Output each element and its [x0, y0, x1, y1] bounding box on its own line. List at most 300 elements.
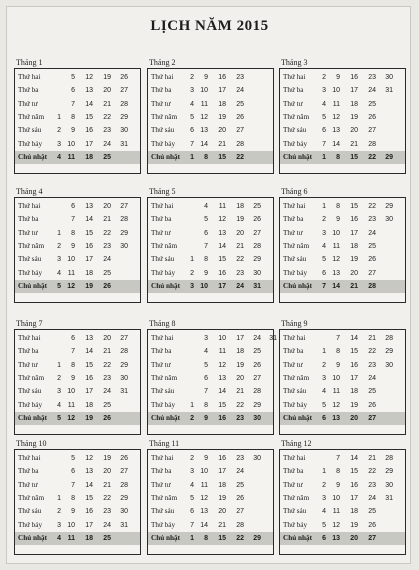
date-cell: 6 [190, 508, 194, 516]
month-label: Tháng 9 [281, 319, 308, 328]
weekday-row [15, 412, 140, 425]
month-label: Tháng 2 [149, 58, 176, 67]
date-cell: 27 [120, 203, 128, 210]
date-cell: 30 [253, 269, 261, 277]
date-cell: 4 [190, 481, 194, 489]
date-cell: 31 [120, 388, 128, 396]
date-cell: 6 [204, 374, 208, 382]
date-cell: 20 [350, 127, 358, 135]
weekday-row [280, 84, 405, 97]
date-cell: 12 [200, 494, 208, 502]
date-cell: 28 [120, 481, 128, 489]
date-cell: 27 [368, 414, 376, 422]
date-cell: 8 [204, 534, 208, 542]
date-cell: 26 [253, 216, 261, 224]
date-cell: 6 [322, 414, 326, 422]
weekday-name: Thứ ba [283, 215, 304, 224]
date-cell: 2 [322, 74, 326, 81]
date-cell: 22 [236, 534, 244, 542]
weekday-name: Thứ sáu [18, 507, 42, 516]
date-cell: 11 [218, 348, 226, 356]
month-table [14, 197, 141, 303]
date-cell: 22 [368, 348, 376, 356]
date-cell: 19 [103, 455, 111, 462]
date-cell: 12 [332, 113, 340, 121]
date-cell: 13 [332, 414, 340, 422]
date-cell: 16 [85, 127, 93, 135]
weekday-name: Thứ sáu [151, 507, 175, 516]
date-cell: 19 [218, 494, 226, 502]
weekday-row [15, 280, 140, 293]
date-cell: 19 [236, 216, 244, 224]
weekday-row [15, 345, 140, 358]
weekday-row [280, 359, 405, 372]
date-cell: 17 [218, 87, 226, 95]
date-cell: 2 [322, 361, 326, 369]
date-cell: 5 [190, 494, 194, 502]
date-cell: 13 [218, 229, 226, 237]
weekday-name: Chủ nhật [18, 413, 47, 422]
month-label: Tháng 11 [149, 439, 180, 448]
month-label: Tháng 10 [16, 439, 47, 448]
month-table [14, 449, 141, 555]
date-cell: 31 [385, 494, 393, 502]
weekday-row [15, 359, 140, 372]
date-cell: 6 [322, 269, 326, 277]
date-cell: 6 [71, 468, 75, 476]
month-label: Tháng 8 [149, 319, 176, 328]
date-cell: 29 [385, 468, 393, 476]
weekday-name: Thứ tư [283, 360, 303, 369]
date-cell: 5 [190, 113, 194, 121]
date-cell: 17 [85, 256, 93, 264]
date-cell: 14 [350, 455, 358, 462]
date-cell: 9 [204, 269, 208, 277]
weekday-row [148, 227, 273, 240]
weekday-row [148, 240, 273, 253]
date-cell: 25 [368, 100, 376, 108]
page-title: LỊCH NĂM 2015 [150, 18, 269, 34]
date-cell: 11 [332, 508, 340, 516]
date-cell: 2 [190, 269, 194, 277]
date-cell: 15 [218, 153, 226, 161]
date-cell: 15 [350, 348, 358, 356]
date-cell: 2 [57, 242, 61, 250]
weekday-name: Thứ tư [283, 480, 303, 489]
date-cell: 4 [57, 269, 61, 277]
date-cell: 29 [253, 401, 261, 409]
month-table [279, 329, 406, 435]
date-cell: 3 [57, 388, 61, 396]
date-cell: 4 [204, 348, 208, 356]
date-cell: 20 [103, 335, 111, 342]
weekday-row [280, 151, 405, 164]
date-cell: 31 [253, 282, 261, 290]
weekday-row [280, 240, 405, 253]
date-cell: 18 [85, 401, 93, 409]
weekday-row [148, 111, 273, 124]
date-cell: 3 [322, 494, 326, 502]
date-cell: 18 [236, 203, 244, 210]
date-cell: 18 [218, 100, 226, 108]
date-cell: 27 [120, 87, 128, 95]
date-cell: 1 [57, 494, 61, 502]
weekday-name: Thứ sáu [283, 255, 307, 264]
date-cell: 11 [332, 242, 340, 250]
month-table [147, 197, 274, 303]
weekday-row [280, 519, 405, 532]
weekday-row [280, 98, 405, 111]
date-cell: 29 [253, 256, 261, 264]
date-cell: 18 [85, 534, 93, 542]
weekday-name: Chủ nhật [151, 413, 180, 422]
date-cell: 6 [190, 127, 194, 135]
date-cell: 2 [57, 508, 61, 516]
date-cell: 31 [120, 140, 128, 148]
month-label: Tháng 12 [281, 439, 312, 448]
weekday-name: Thứ hai [151, 202, 174, 210]
date-cell: 25 [253, 348, 261, 356]
weekday-name: Chủ nhật [18, 152, 47, 161]
date-cell: 25 [103, 269, 111, 277]
weekday-row [15, 138, 140, 151]
date-cell: 12 [332, 401, 340, 409]
date-cell: 10 [67, 521, 75, 529]
date-cell: 25 [368, 388, 376, 396]
date-cell: 15 [350, 153, 358, 161]
date-cell: 4 [57, 401, 61, 409]
weekday-row [280, 492, 405, 505]
weekday-name: Thứ năm [151, 493, 178, 502]
date-cell: 1 [57, 113, 61, 121]
date-cell: 26 [236, 494, 244, 502]
date-cell: 11 [332, 100, 340, 108]
weekday-row [15, 399, 140, 412]
date-cell: 23 [368, 361, 376, 369]
weekday-row [148, 399, 273, 412]
date-cell: 21 [103, 216, 111, 224]
weekday-name: Thứ năm [18, 112, 45, 121]
date-cell: 26 [103, 414, 111, 422]
date-cell: 13 [200, 127, 208, 135]
date-cell: 5 [71, 455, 75, 462]
date-cell: 21 [350, 140, 358, 148]
date-cell: 28 [385, 335, 393, 342]
weekday-name: Thứ hai [151, 73, 174, 81]
date-cell: 27 [236, 127, 244, 135]
date-cell: 2 [57, 127, 61, 135]
date-cell: 24 [368, 87, 376, 95]
date-cell: 17 [85, 140, 93, 148]
weekday-row [148, 138, 273, 151]
date-cell: 17 [350, 374, 358, 382]
date-cell: 27 [120, 468, 128, 476]
weekday-name: Thứ ba [151, 467, 172, 476]
date-cell: 19 [103, 74, 111, 81]
date-cell: 24 [103, 256, 111, 264]
date-cell: 17 [218, 282, 226, 290]
weekday-row [15, 98, 140, 111]
weekday-row [148, 253, 273, 266]
weekday-name: Thứ năm [18, 373, 45, 382]
date-cell: 3 [57, 140, 61, 148]
date-cell: 1 [322, 153, 326, 161]
weekday-name: Chủ nhật [283, 413, 312, 422]
weekday-row [280, 138, 405, 151]
weekday-name: Thứ bảy [283, 400, 308, 409]
weekday-name: Thứ hai [283, 454, 306, 462]
date-cell: 19 [350, 401, 358, 409]
date-cell: 8 [71, 229, 75, 237]
date-cell: 20 [103, 87, 111, 95]
date-cell: 15 [218, 534, 226, 542]
date-cell: 17 [236, 335, 244, 342]
date-cell: 27 [236, 508, 244, 516]
date-cell: 24 [103, 521, 111, 529]
weekday-row [280, 332, 405, 345]
weekday-name: Thứ sáu [18, 126, 42, 135]
date-cell: 29 [120, 494, 128, 502]
date-cell: 13 [85, 203, 93, 210]
date-cell: 4 [322, 100, 326, 108]
weekday-name: Chủ nhật [283, 281, 312, 290]
date-cell: 3 [190, 468, 194, 476]
date-cell: 14 [218, 242, 226, 250]
date-cell: 14 [332, 140, 340, 148]
date-cell: 28 [368, 282, 376, 290]
date-cell: 1 [190, 401, 194, 409]
weekday-name: Thứ ba [18, 467, 39, 476]
date-cell: 14 [85, 216, 93, 224]
date-cell: 12 [332, 521, 340, 529]
date-cell: 7 [190, 521, 194, 529]
weekday-row [148, 492, 273, 505]
date-cell: 3 [190, 87, 194, 95]
weekday-name: Chủ nhật [18, 281, 47, 290]
date-cell: 3 [57, 256, 61, 264]
weekday-row [280, 124, 405, 137]
date-cell: 2 [322, 481, 326, 489]
weekday-row [280, 399, 405, 412]
date-cell: 26 [368, 521, 376, 529]
date-cell: 30 [120, 127, 128, 135]
date-cell: 22 [368, 203, 376, 210]
weekday-name: Thứ ba [283, 347, 304, 356]
weekday-name: Chủ nhật [151, 152, 180, 161]
weekday-row [148, 465, 273, 478]
date-cell: 30 [385, 216, 393, 224]
date-cell: 29 [120, 229, 128, 237]
date-cell: 9 [71, 242, 75, 250]
weekday-name: Thứ hai [18, 334, 41, 342]
weekday-row [280, 200, 405, 213]
date-cell: 1 [322, 468, 326, 476]
date-cell: 23 [236, 269, 244, 277]
date-cell: 11 [200, 481, 208, 489]
date-cell: 9 [204, 74, 208, 81]
date-cell: 24 [368, 229, 376, 237]
weekday-name: Thứ năm [283, 241, 310, 250]
date-cell: 5 [57, 414, 61, 422]
weekday-name: Thứ năm [151, 112, 178, 121]
date-cell: 21 [218, 521, 226, 529]
weekday-row [15, 465, 140, 478]
weekday-name: Thứ bảy [283, 520, 308, 529]
date-cell: 7 [71, 216, 75, 224]
weekday-name: Thứ sáu [151, 126, 175, 135]
date-cell: 9 [204, 414, 208, 422]
date-cell: 19 [236, 361, 244, 369]
weekday-row [15, 519, 140, 532]
date-cell: 24 [368, 494, 376, 502]
date-cell: 5 [57, 282, 61, 290]
date-cell: 14 [200, 140, 208, 148]
weekday-row [15, 372, 140, 385]
date-cell: 10 [218, 335, 226, 342]
date-cell: 28 [120, 100, 128, 108]
date-cell: 7 [204, 242, 208, 250]
date-cell: 28 [236, 140, 244, 148]
date-cell: 24 [236, 468, 244, 476]
weekday-name: Thứ bảy [151, 139, 176, 148]
weekday-row [15, 492, 140, 505]
weekday-name: Thứ năm [151, 373, 178, 382]
date-cell: 10 [332, 374, 340, 382]
date-cell: 5 [322, 401, 326, 409]
date-cell: 19 [350, 113, 358, 121]
date-cell: 24 [236, 87, 244, 95]
date-cell: 31 [385, 87, 393, 95]
date-cell: 23 [103, 127, 111, 135]
date-cell: 21 [103, 100, 111, 108]
weekday-row [15, 479, 140, 492]
date-cell: 8 [204, 401, 208, 409]
weekday-name: Thứ tư [151, 360, 171, 369]
date-cell: 12 [67, 282, 75, 290]
date-cell: 21 [368, 455, 376, 462]
date-cell: 15 [350, 468, 358, 476]
date-cell: 9 [336, 481, 340, 489]
date-cell: 22 [103, 361, 111, 369]
date-cell: 1 [190, 153, 194, 161]
date-cell: 1 [322, 348, 326, 356]
weekday-name: Thứ bảy [151, 520, 176, 529]
weekday-row [148, 519, 273, 532]
date-cell: 20 [103, 203, 111, 210]
date-cell: 25 [236, 100, 244, 108]
date-cell: 3 [322, 229, 326, 237]
date-cell: 18 [85, 269, 93, 277]
date-cell: 8 [336, 348, 340, 356]
date-cell: 12 [200, 113, 208, 121]
date-cell: 30 [120, 508, 128, 516]
date-cell: 25 [368, 508, 376, 516]
date-cell: 16 [85, 374, 93, 382]
date-cell: 16 [218, 414, 226, 422]
weekday-row [15, 71, 140, 84]
weekday-name: Thứ bảy [283, 139, 308, 148]
date-cell: 15 [85, 229, 93, 237]
date-cell: 11 [67, 269, 75, 277]
date-cell: 8 [71, 113, 75, 121]
weekday-row [15, 267, 140, 280]
date-cell: 7 [71, 481, 75, 489]
date-cell: 27 [368, 534, 376, 542]
date-cell: 17 [350, 87, 358, 95]
date-cell: 29 [385, 203, 393, 210]
date-cell: 18 [350, 100, 358, 108]
weekday-name: Thứ sáu [151, 255, 175, 264]
date-cell: 5 [71, 74, 75, 81]
date-cell: 1 [322, 203, 326, 210]
weekday-row [15, 452, 140, 465]
date-cell: 23 [103, 374, 111, 382]
date-cell: 18 [85, 153, 93, 161]
date-cell: 8 [336, 203, 340, 210]
month-table [279, 449, 406, 555]
date-cell: 16 [218, 74, 226, 81]
date-cell: 16 [350, 216, 358, 224]
date-cell: 14 [218, 388, 226, 396]
date-cell: 5 [322, 521, 326, 529]
weekday-row [148, 412, 273, 425]
date-cell: 4 [322, 242, 326, 250]
date-cell: 11 [218, 203, 226, 210]
date-cell: 22 [236, 401, 244, 409]
date-cell: 10 [332, 87, 340, 95]
date-cell: 25 [368, 242, 376, 250]
date-cell: 28 [236, 521, 244, 529]
date-cell: 27 [120, 335, 128, 342]
date-cell: 30 [385, 361, 393, 369]
date-cell: 7 [190, 140, 194, 148]
date-cell: 6 [322, 534, 326, 542]
date-cell: 4 [204, 203, 208, 210]
weekday-row [15, 84, 140, 97]
date-cell: 28 [253, 242, 261, 250]
date-cell: 10 [67, 140, 75, 148]
weekday-row [15, 385, 140, 398]
weekday-row [148, 452, 273, 465]
date-cell: 7 [204, 388, 208, 396]
weekday-row [280, 345, 405, 358]
weekday-name: Thứ bảy [151, 400, 176, 409]
date-cell: 24 [236, 282, 244, 290]
date-cell: 1 [57, 361, 61, 369]
date-cell: 29 [120, 361, 128, 369]
date-cell: 5 [204, 216, 208, 224]
date-cell: 17 [218, 468, 226, 476]
date-cell: 11 [200, 100, 208, 108]
weekday-row [280, 452, 405, 465]
weekday-name: Thứ ba [151, 215, 172, 224]
date-cell: 28 [120, 216, 128, 224]
date-cell: 10 [200, 468, 208, 476]
date-cell: 28 [120, 348, 128, 356]
date-cell: 13 [200, 508, 208, 516]
weekday-name: Thứ tư [283, 228, 303, 237]
weekday-row [280, 385, 405, 398]
weekday-row [148, 372, 273, 385]
date-cell: 19 [218, 113, 226, 121]
date-cell: 29 [120, 113, 128, 121]
date-cell: 22 [368, 153, 376, 161]
date-cell: 7 [322, 140, 326, 148]
date-cell: 2 [190, 455, 194, 462]
date-cell: 9 [336, 216, 340, 224]
date-cell: 14 [350, 335, 358, 342]
date-cell: 19 [350, 521, 358, 529]
